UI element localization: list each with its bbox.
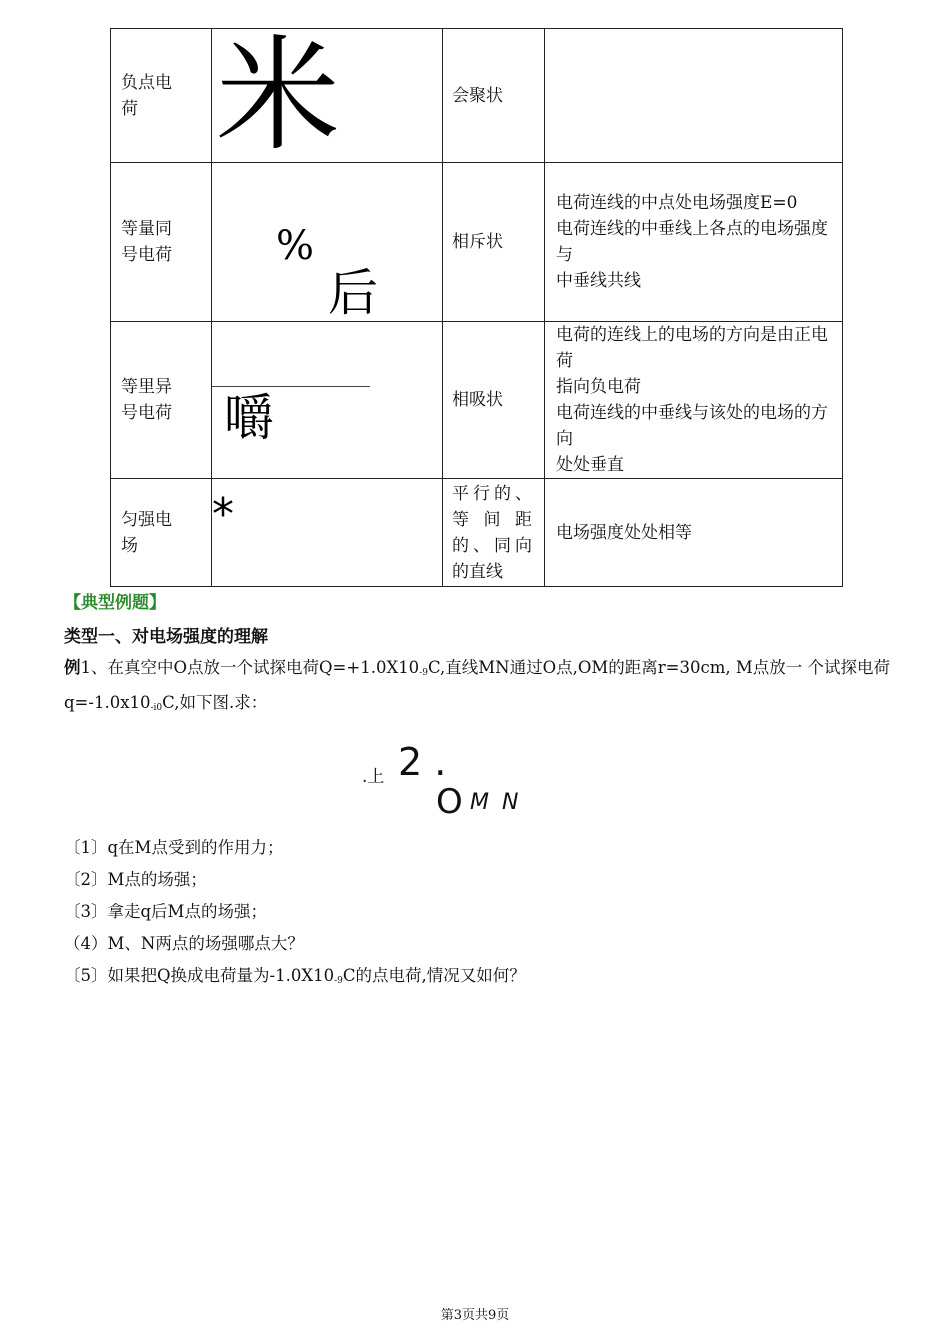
charge-type-label: 负点电荷 <box>121 72 172 119</box>
field-figure-cell <box>212 479 443 587</box>
diagram-label: .上 <box>362 767 385 787</box>
field-shape-label: 平行的、等间距的、同向的直线 <box>452 483 532 582</box>
example-label: 例 <box>64 658 81 677</box>
diagram-label: 2 . <box>398 740 447 784</box>
charge-type-label: 等量同号电荷 <box>121 219 172 265</box>
line-mn-label: M N <box>470 790 522 815</box>
example-text: C,直线MN通过O点,OM的距离r=30cm, M点放一 个试探电荷q=-1.0x10 <box>64 658 891 712</box>
description-line: 中垂线共线 <box>556 271 641 291</box>
description-line: 处处垂直 <box>556 455 624 475</box>
description-line: 指向负电荷 <box>556 377 641 397</box>
field-figure-cell <box>212 322 443 479</box>
field-shape-label: 相斥状 <box>452 232 503 252</box>
table-row <box>111 479 843 587</box>
question-item: 〔1〕q在M点受到的作用力； <box>64 838 284 857</box>
exponent-text: -9 <box>334 976 343 986</box>
example-paragraph <box>64 653 894 723</box>
description-line: 电荷连线的中垂线与该处的电场的方向 <box>556 403 828 449</box>
field-description-cell <box>545 163 843 322</box>
table-row <box>111 322 843 479</box>
field-figure-glyph: * <box>212 489 234 540</box>
exponent-text: -9 <box>419 668 428 678</box>
field-description-cell <box>545 29 843 163</box>
question-text: 〔5〕如果把Q换成电荷量为-1.0X10 <box>64 966 335 985</box>
field-figure-cell <box>212 29 443 163</box>
table-row <box>111 29 843 163</box>
point-o-label: O <box>436 782 463 822</box>
type-heading: 类型一、对电场强度的理解 <box>64 627 268 647</box>
description-line: 电荷的连线上的电场的方向是由正电荷 <box>556 325 828 371</box>
field-shape-label: 会聚状 <box>452 85 503 106</box>
question-item: （4）M、N两点的场强哪点大？ <box>64 934 304 953</box>
example-text: C,如下图.求： <box>162 693 268 712</box>
charge-type-label: 等里异号电荷 <box>121 377 172 423</box>
figure-line <box>212 386 370 387</box>
question-list <box>64 834 526 994</box>
exponent-text: -i0 <box>150 703 163 713</box>
question-item: 〔2〕M点的场强； <box>64 870 207 889</box>
field-description-cell <box>545 479 843 587</box>
field-figure-glyph: % <box>276 223 315 269</box>
section-heading: 【典型例题】 <box>64 593 166 613</box>
description-line: 电荷连线的中点处电场强度E=0 <box>556 193 798 213</box>
description-line: 电荷连线的中垂线上各点的电场强度与 <box>556 219 828 265</box>
electric-field-table <box>110 28 843 587</box>
example-text: 1、在真空中O点放一个试探电荷Q=+1.0X10 <box>80 658 420 677</box>
question-item: 〔3〕拿走q后M点的场强； <box>64 902 267 921</box>
field-figure-glyph: 米 <box>216 28 341 163</box>
field-figure-cell <box>212 163 443 322</box>
field-figure-glyph: 后 <box>328 264 378 322</box>
field-description-cell <box>545 322 843 479</box>
field-shape-label: 相吸状 <box>452 390 503 410</box>
table-row <box>111 163 843 322</box>
description-line: 电场强度处处相等 <box>556 522 692 543</box>
question-text: C的点电荷,情况又如何？ <box>342 966 526 985</box>
field-figure-glyph: 嚼 <box>224 389 274 447</box>
question-item <box>64 962 526 994</box>
page-number: 第3页共9页 <box>440 1308 510 1323</box>
charge-type-label: 匀强电场 <box>121 509 172 556</box>
